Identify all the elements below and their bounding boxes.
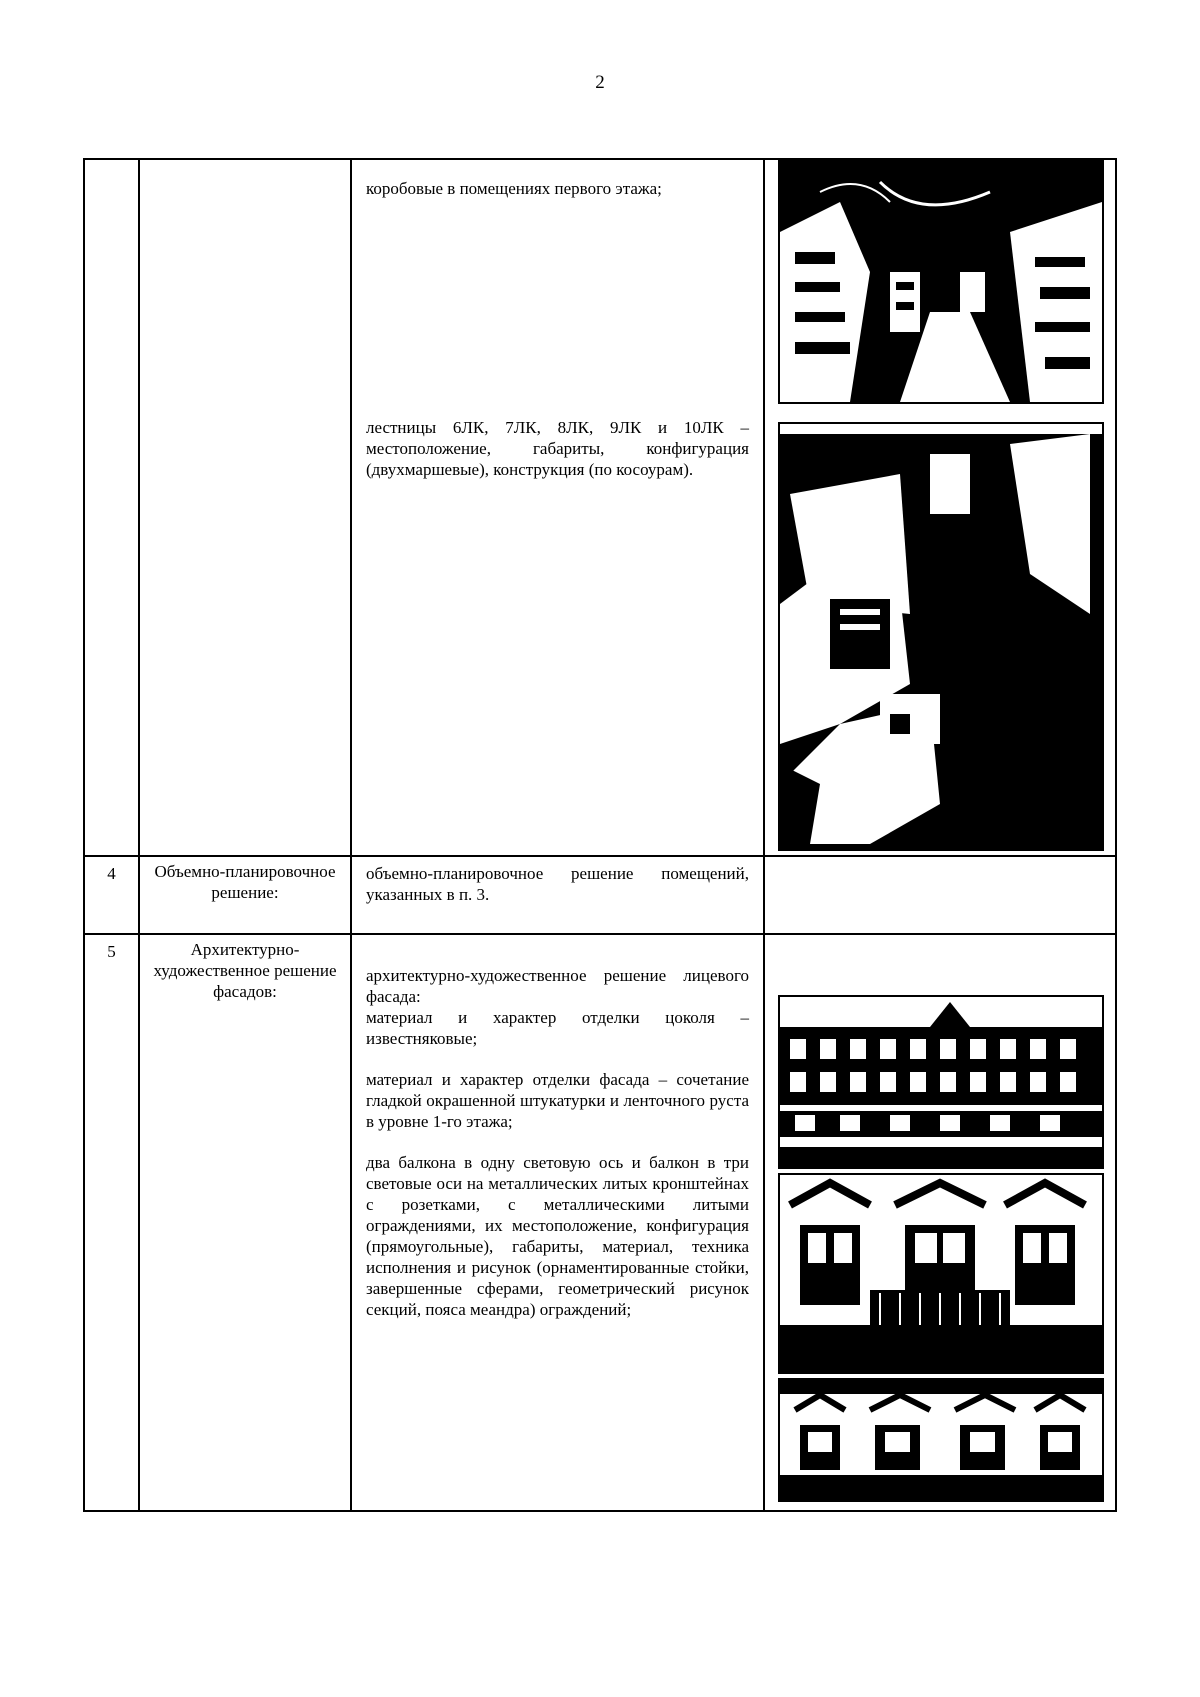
description-text: архитектурно-художественное решение лицевого фасада:	[366, 966, 749, 1006]
row-number: 4	[84, 856, 139, 934]
description-text: коробовые в помещениях первого этажа;	[366, 179, 662, 198]
description-text: два балкона в одну световую ось и балкон в три световые оси на металлических литых кронштейнах с розетками, с металлическими литыми ограждениями, их местоположение, конфигурация (прямоугольные), габариты, материал, техника исполнения и рисунок (орнаментированные стойки, завершенные сферами, геометрический рисунок секций, пояса меандра) ограждений;	[366, 1153, 749, 1319]
row-number: 5	[84, 934, 139, 1511]
photo-cell	[764, 856, 1116, 934]
description-text: лестницы 6ЛК, 7ЛК, 8ЛК, 9ЛК и 10ЛК – местоположение, габариты, конфигурация (двухмаршевые), конструкция (по косоурам).	[366, 418, 749, 479]
row-name	[139, 159, 351, 856]
table-row	[84, 159, 1116, 856]
row-description	[351, 856, 764, 934]
object-table	[83, 158, 1117, 1512]
row-name: Архитектурно-художественное решение фасадов:	[139, 934, 351, 1511]
interior-hall-photo	[778, 160, 1104, 404]
table-row	[84, 856, 1116, 934]
description-text: материал и характер отделки фасада – сочетание гладкой окрашенной штукатурки и ленточного руста в уровне 1-го этажа;	[366, 1070, 749, 1131]
ground-floor-photo	[778, 1378, 1104, 1502]
description-text: материал и характер отделки цоколя – известняковые;	[366, 1008, 749, 1048]
description-text: объемно-планировочное решение помещений, указанных в п. 3.	[366, 864, 749, 904]
photo-cell	[764, 934, 1116, 1511]
row-number	[84, 159, 139, 856]
table-row	[84, 934, 1116, 1511]
facade-photo	[778, 995, 1104, 1169]
row-name: Объемно-планировочное решение:	[139, 856, 351, 934]
photo-cell	[764, 159, 1116, 856]
staircase-photo	[778, 422, 1104, 851]
row-description	[351, 159, 764, 856]
balcony-photo	[778, 1173, 1104, 1374]
page-number: 2	[595, 72, 605, 93]
row-description	[351, 934, 764, 1511]
